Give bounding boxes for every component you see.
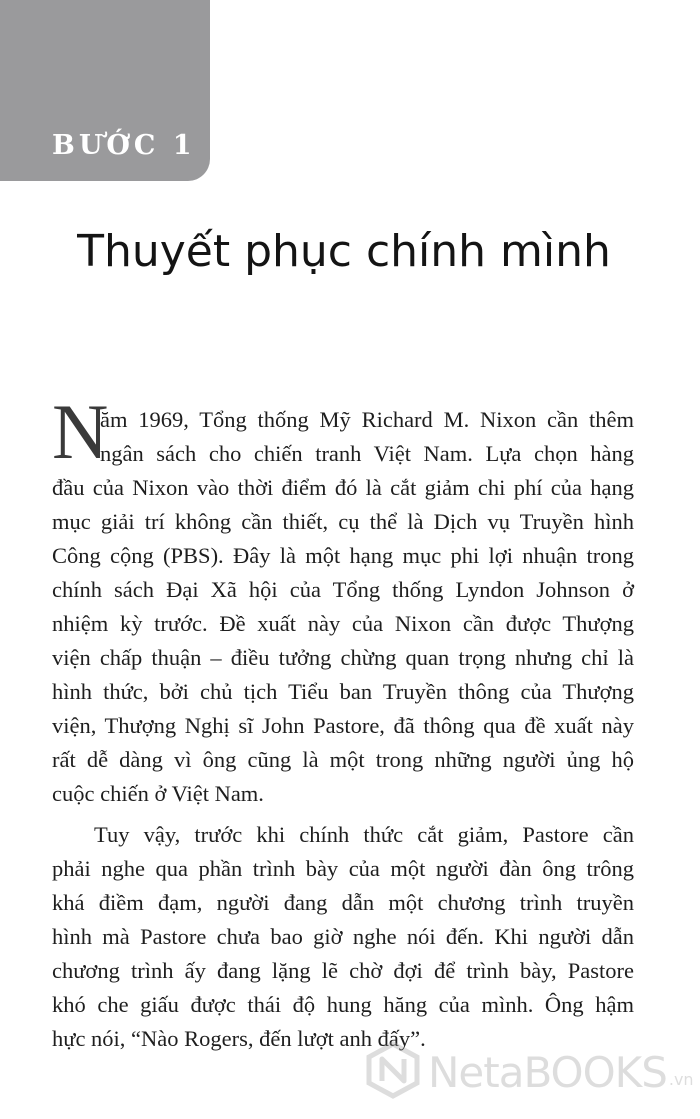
text-line: rất dễ dàng vì ông cũng là một trong những người ủng hộ [52, 747, 634, 772]
text-line: khá điềm đạm, người đang dẫn một chương trình truyền [52, 890, 634, 915]
text-line: khó che giấu được thái độ hung hăng của mình. Ông hậm [52, 992, 634, 1017]
text-line: nhiệm kỳ trước. Đề xuất này của Nixon cần được Thượng [52, 611, 634, 636]
text-line: cuộc chiến ở Việt Nam. [52, 781, 264, 806]
text-line: ngân sách cho chiến tranh Việt Nam. Lựa chọn hàng [100, 441, 634, 466]
netabooks-logo-icon [364, 1041, 422, 1104]
text-line: hực nói, “Nào Rogers, đến lượt anh đấy”. [52, 1026, 426, 1051]
text-line: Công cộng (PBS). Đây là một hạng mục phi lợi nhuận trong [52, 543, 634, 568]
paragraph-2 [52, 818, 634, 1056]
text-line: hình thức, bởi chủ tịch Tiểu ban Truyền thông của Thượng [52, 679, 634, 704]
text-line: Tuy vậy, trước khi chính thức cắt giảm, Pastore cần [94, 822, 634, 847]
netabooks-watermark [364, 1040, 700, 1104]
text-line: viện, Thượng Nghị sĩ John Pastore, đã thông qua đề xuất này [52, 713, 634, 738]
step-label: BƯỚC 1 [52, 130, 196, 161]
text-line: chính sách Đại Xã hội của Tổng thống Lyndon Johnson ở [52, 577, 634, 602]
text-line: ăm 1969, Tổng thống Mỹ Richard M. Nixon cần thêm [100, 407, 634, 432]
watermark-suffix: .vn [668, 1069, 694, 1089]
text-line: đầu của Nixon vào thời điểm đó là cắt giảm chi phí của hạng [52, 475, 634, 500]
chapter-step-tab [0, 0, 210, 181]
text-line: viện chấp thuận – điều tưởng chừng quan trọng nhưng chỉ là [52, 645, 634, 670]
text-line: phải nghe qua phần trình bày của một người đàn ông trông [52, 856, 634, 881]
text-line: mục giải trí không cần thiết, cụ thể là Dịch vụ Truyền hình [52, 509, 634, 534]
watermark-text: NetaBOOKS [428, 1047, 667, 1097]
drop-cap: N [52, 388, 109, 475]
text-line: hình mà Pastore chưa bao giờ nghe nói đến. Khi người dẫn [52, 924, 634, 949]
paragraph-1 [52, 403, 634, 811]
text-line: chương trình ấy đang lặng lẽ chờ đợi để trình bày, Pastore [52, 958, 634, 983]
chapter-title: Thuyết phục chính mình [77, 226, 611, 277]
